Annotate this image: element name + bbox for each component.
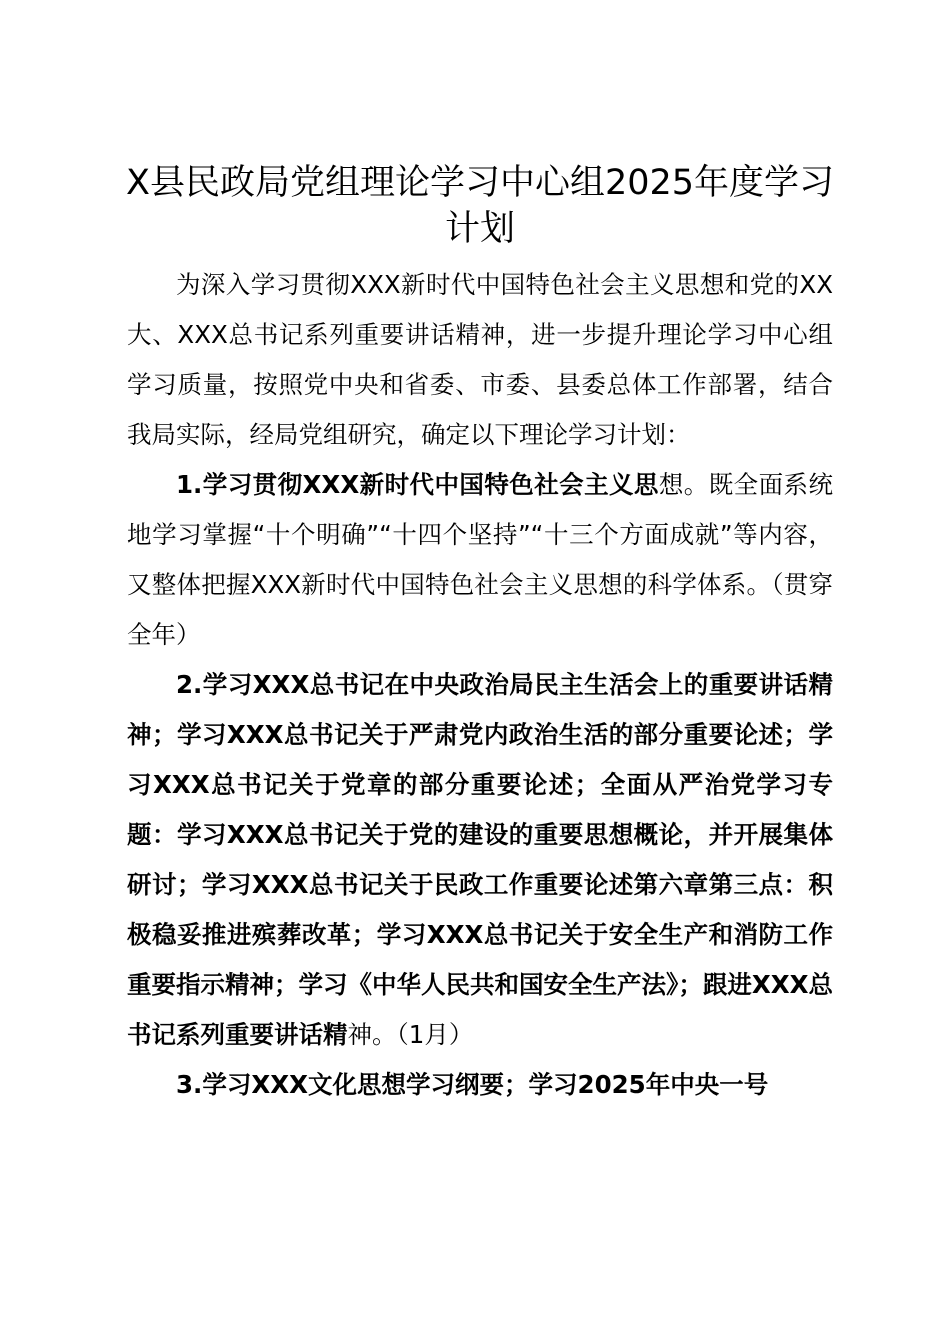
document-title: X县民政局党组理论学习中心组2025年度学习计划 bbox=[125, 163, 835, 249]
plan-item-1 bbox=[127, 460, 833, 660]
plan-item-1-heading: 1.学习贯彻XXX新时代中国特色社会主义思 bbox=[176, 470, 659, 499]
document-page bbox=[127, 160, 833, 1110]
intro-paragraph: 为深入学习贯彻XXX新时代中国特色社会主义思想和党的XX大、XXX总书记系列重要讲话精神，进一步提升理论学习中心组学习质量，按照党中央和省委、市委、县委总体工作部署，结合我局实际，经局党组研究，确定以下理论学习计划： bbox=[127, 270, 833, 449]
plan-item-3-heading: 3.学习XXX文化思想学习纲要；学习2025年中央一号 bbox=[176, 1070, 769, 1099]
plan-item-1-body: 想。既全面系统地学习掌握“十个明确”“十四个坚持”“十三个方面成就”等内容，又整体把握XXX新时代中国特色社会主义思想的科学体系。（贯穿全年） bbox=[127, 470, 833, 649]
plan-item-2 bbox=[127, 660, 833, 1060]
plan-item-2-body: 神。（1月） bbox=[347, 1020, 474, 1049]
plan-item-2-heading: 2.学习XXX总书记在中央政治局民主生活会上的重要讲话精神；学习XXX总书记关于严肃党内政治生活的部分重要论述；学习XXX总书记关于党章的部分重要论述；全面从严治党学习专题：学习XXX总书记关于党的建设的重要思想概论，并开展集体研讨；学习XXX总书记关于民政工作重要论述第六章第三点：积极稳妥推进殡葬改革；学习XXX总书记关于安全生产和消防工作重要指示精神；学习《中华人民共和国安全生产法》；跟进XXX总书记系列重要讲话精 bbox=[127, 670, 833, 1049]
plan-item-3 bbox=[127, 1060, 833, 1110]
